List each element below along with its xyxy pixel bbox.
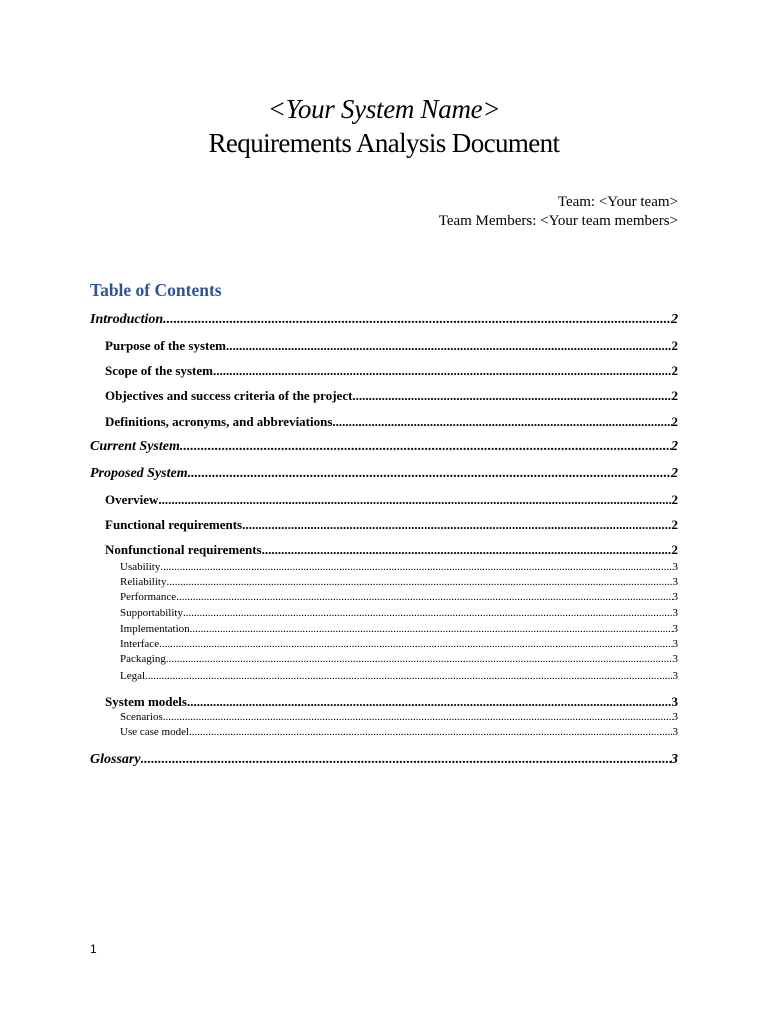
toc-dot-leader [242, 516, 671, 533]
toc-entry[interactable] [90, 438, 678, 456]
toc-entry-title: Overview [105, 492, 159, 507]
toc-entry-title: Definitions, acronyms, and abbreviations [105, 414, 333, 429]
toc-entry-title: Implementation [120, 623, 190, 635]
toc-entry-title: Functional requirements [105, 517, 243, 532]
toc-entry-page: 2 [671, 542, 678, 557]
toc-entry-title: Packaging [120, 653, 166, 665]
toc-entry[interactable] [120, 575, 678, 589]
toc-entry-page: 3 [672, 638, 678, 650]
toc-entry-page: 2 [671, 414, 678, 429]
toc-entry[interactable] [105, 516, 678, 533]
toc-entry[interactable] [105, 337, 678, 354]
toc-dot-leader [163, 311, 671, 329]
toc-entry-page: 3 [672, 591, 678, 603]
system-name-title: <Your System Name> [267, 94, 501, 124]
toc-entry[interactable] [120, 652, 678, 666]
toc-entry-title: Glossary [90, 752, 141, 767]
toc-dot-leader [163, 710, 673, 724]
toc-entry-title: Proposed System [90, 466, 188, 481]
toc-dot-leader [141, 751, 671, 769]
toc-entry[interactable] [120, 560, 678, 574]
toc-entry-page: 3 [672, 561, 678, 573]
toc-entry-page: 2 [671, 439, 678, 454]
toc-entry[interactable] [90, 465, 678, 483]
toc-entry-page: 3 [672, 576, 678, 588]
toc-entry-page: 3 [671, 694, 678, 709]
toc-entry-page: 3 [672, 623, 678, 635]
toc-entry[interactable] [105, 387, 678, 404]
toc-entry-page: 3 [672, 711, 678, 723]
toc-dot-leader [187, 693, 672, 710]
page-number: 1 [90, 942, 97, 956]
toc-dot-leader [189, 725, 672, 739]
toc-entry-title: Nonfunctional requirements [105, 542, 262, 557]
toc-entry[interactable] [105, 491, 678, 508]
toc-entry[interactable] [120, 622, 678, 636]
toc-dot-leader [332, 413, 671, 430]
toc-heading: Table of Contents [90, 280, 222, 300]
toc-dot-leader [190, 622, 673, 636]
toc-entry[interactable] [90, 311, 678, 329]
toc-entry-title: Purpose of the system [105, 338, 226, 353]
toc-entry-title: Scope of the system [105, 363, 213, 378]
toc-entry[interactable] [120, 590, 678, 604]
toc-dot-leader [213, 362, 672, 379]
toc-entry[interactable] [105, 362, 678, 379]
toc-entry-page: 2 [671, 363, 678, 378]
toc-entry[interactable] [105, 413, 678, 430]
toc-entry[interactable] [105, 693, 678, 710]
toc-dot-leader [158, 491, 671, 508]
toc-entry-page: 3 [672, 653, 678, 665]
team-members-line: Team Members: <Your team members> [438, 213, 678, 229]
toc-entry-title: Interface [120, 638, 160, 650]
toc-dot-leader [145, 669, 672, 683]
toc-dot-leader [159, 637, 672, 651]
toc-dot-leader [352, 387, 671, 404]
toc-entry-page: 2 [671, 338, 678, 353]
toc-entry[interactable] [105, 541, 678, 558]
toc-entry-title: System models [105, 694, 187, 709]
toc-entry[interactable] [120, 669, 678, 683]
toc-entry-title: Usability [120, 561, 161, 573]
toc-entry-title: Objectives and success criteria of the project [105, 388, 353, 403]
toc-dot-leader [226, 337, 672, 354]
toc-dot-leader [160, 560, 672, 574]
document-title: Requirements Analysis Document [208, 128, 560, 158]
toc-entry-title: Use case model [120, 726, 190, 738]
toc-entry-page: 3 [671, 752, 678, 767]
toc-entry-page: 2 [671, 312, 678, 327]
toc-dot-leader [166, 652, 673, 666]
toc-entry[interactable] [120, 637, 678, 651]
toc-entry-title: Performance [120, 591, 177, 603]
toc-entry[interactable] [120, 710, 678, 724]
toc-dot-leader [166, 575, 672, 589]
toc-entry-page: 2 [671, 517, 678, 532]
toc-entry-page: 2 [671, 492, 678, 507]
toc-dot-leader [262, 541, 672, 558]
toc-entry[interactable] [90, 751, 678, 769]
toc-entry[interactable] [120, 606, 678, 620]
toc-entry-title: Supportability [120, 607, 183, 619]
toc-entry-title: Scenarios [120, 711, 163, 723]
team-line: Team: <Your team> [557, 194, 678, 210]
toc-entry-page: 3 [672, 607, 678, 619]
toc-dot-leader [183, 606, 673, 620]
toc-entry-title: Introduction [90, 312, 164, 327]
toc-entry[interactable] [120, 725, 678, 739]
toc-dot-leader [188, 465, 671, 483]
toc-entry-page: 3 [672, 670, 678, 682]
toc-entry-page: 3 [672, 726, 678, 738]
toc-dot-leader [180, 438, 671, 456]
toc-entry-title: Legal [120, 670, 146, 682]
toc-entry-page: 2 [671, 466, 678, 481]
toc-entry-title: Reliability [120, 576, 167, 588]
toc-entry-page: 2 [671, 388, 678, 403]
toc-entry-title: Current System [90, 439, 180, 454]
toc-dot-leader [176, 590, 672, 604]
